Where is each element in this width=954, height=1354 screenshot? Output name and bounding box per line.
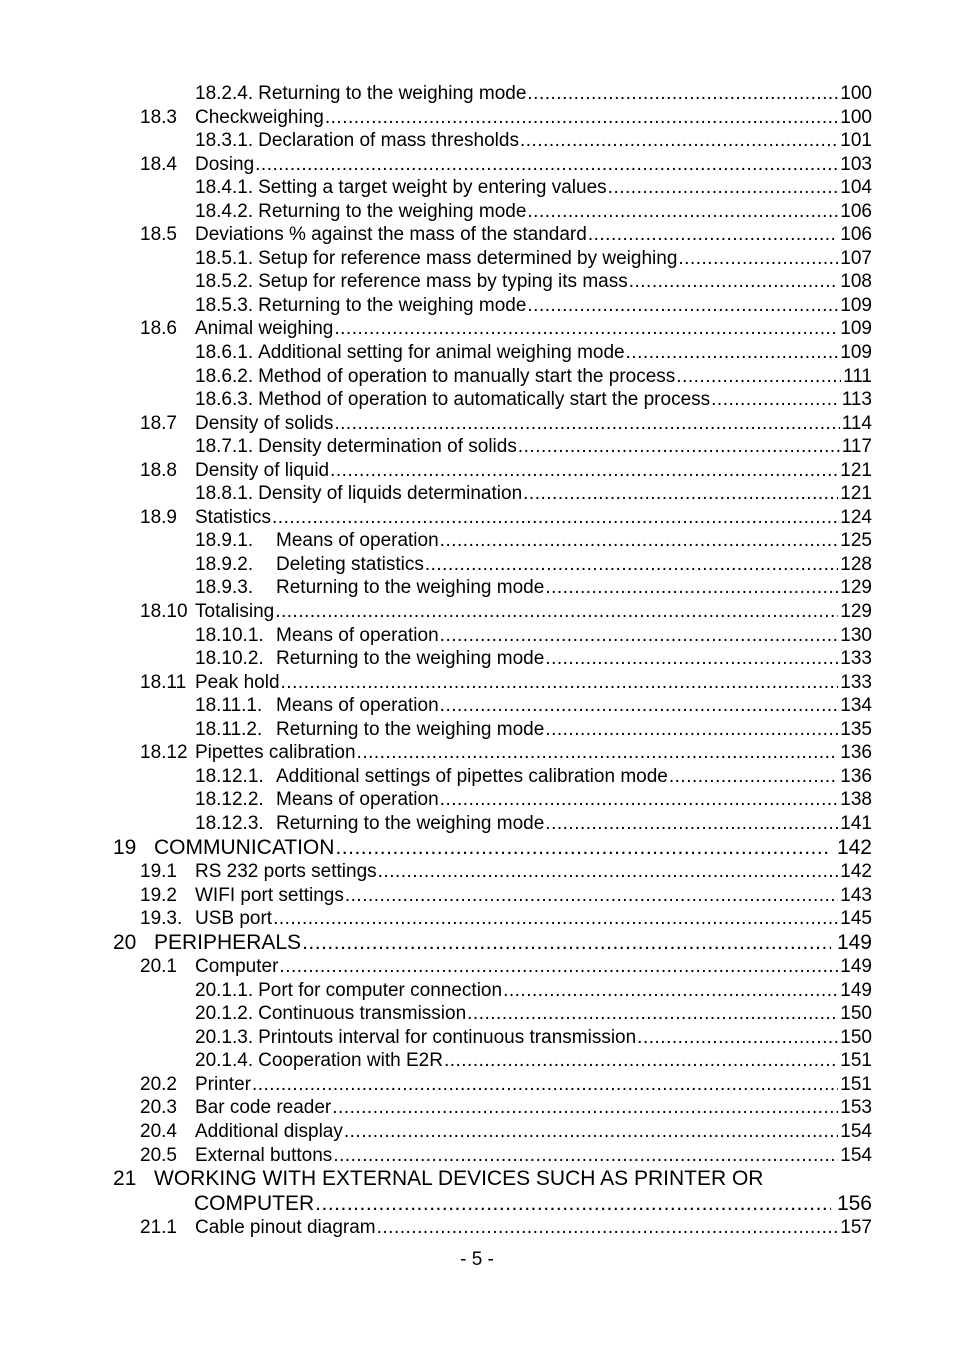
dot-leader — [440, 624, 839, 648]
dot-leader — [503, 979, 838, 1003]
table-of-contents — [0, 82, 954, 1240]
toc-entry-title: Animal weighing — [195, 318, 334, 340]
toc-entry-page: 151 — [840, 1050, 872, 1072]
toc-entry-number: 18.12.1. — [195, 765, 264, 787]
toc-entry-title: Peak hold — [195, 671, 280, 693]
toc-entry-title: Additional setting for animal weighing mode — [258, 342, 625, 364]
toc-entry-title: Totalising — [195, 601, 275, 623]
toc-entry[interactable] — [0, 576, 872, 600]
toc-entry-number: 18.12.2. — [195, 789, 264, 811]
toc-entry-number: 18.12 — [140, 742, 188, 764]
toc-entry[interactable] — [0, 788, 872, 812]
toc-entry-page: 145 — [840, 908, 872, 930]
toc-entry-title: Returning to the weighing mode — [258, 294, 527, 316]
toc-entry[interactable] — [0, 1120, 872, 1144]
toc-entry-title: Bar code reader — [195, 1097, 332, 1119]
dot-leader — [273, 907, 838, 931]
toc-entry-title: USB port — [195, 908, 273, 930]
toc-entry-title: Pipettes calibration — [195, 742, 356, 764]
toc-entry[interactable] — [0, 741, 872, 765]
toc-entry-number: 18.9.2. — [195, 553, 254, 575]
toc-entry-page: 141 — [840, 812, 872, 834]
toc-entry[interactable] — [0, 294, 872, 318]
toc-entry-number: 18.4 — [140, 153, 177, 175]
toc-entry-number: 18.10 — [140, 601, 188, 623]
toc-entry[interactable] — [0, 694, 872, 718]
toc-entry-number: 18.10.1. — [195, 624, 264, 646]
dot-leader — [440, 788, 839, 812]
dot-leader — [523, 482, 838, 506]
dot-leader — [377, 1216, 839, 1240]
dot-leader — [330, 459, 838, 483]
toc-entry-number: 18.8.1. — [195, 483, 254, 505]
toc-entry-page: 109 — [840, 318, 872, 340]
dot-leader — [357, 741, 839, 765]
dot-leader — [333, 1144, 838, 1168]
toc-entry-page: 133 — [840, 648, 872, 670]
toc-entry-page: 128 — [840, 553, 872, 575]
dot-leader — [518, 435, 840, 459]
toc-entry-title: Additional display — [195, 1120, 343, 1142]
toc-entry-page: 157 — [840, 1217, 872, 1239]
toc-entry[interactable] — [0, 931, 872, 956]
dot-leader — [527, 200, 838, 224]
dot-leader — [332, 1096, 838, 1120]
toc-entry[interactable] — [0, 884, 872, 908]
toc-entry[interactable] — [0, 624, 872, 648]
toc-entry-page: 124 — [840, 506, 872, 528]
toc-entry-number: 18.10.2. — [195, 648, 264, 670]
toc-entry[interactable] — [0, 1096, 872, 1120]
toc-entry-page: 100 — [840, 106, 872, 128]
dot-leader — [676, 365, 841, 389]
toc-entry-number: 18.5 — [140, 224, 177, 246]
toc-entry-page: 153 — [840, 1097, 872, 1119]
toc-entry[interactable] — [0, 435, 872, 459]
toc-entry-title: Returning to the weighing mode — [276, 577, 545, 599]
toc-entry[interactable] — [0, 1216, 872, 1240]
toc-entry-number: 18.7.1. — [195, 436, 254, 458]
toc-entry-page: 135 — [840, 718, 872, 740]
toc-entry[interactable] — [0, 82, 872, 106]
toc-entry-title: Returning to the weighing mode — [276, 648, 545, 670]
toc-entry-title: Setup for reference mass by typing its mass — [258, 271, 628, 293]
toc-entry-page: 151 — [840, 1073, 872, 1095]
toc-entry[interactable] — [0, 979, 872, 1003]
toc-entry-title: Printouts interval for continuous transmission — [258, 1026, 637, 1048]
dot-leader — [527, 294, 838, 318]
dot-leader — [545, 576, 838, 600]
toc-entry-number: 20.1.4. — [195, 1050, 254, 1072]
toc-entry-number: 18.6 — [140, 318, 177, 340]
toc-entry-title: Printer — [195, 1073, 251, 1095]
toc-entry-title: Deleting statistics — [276, 553, 424, 575]
toc-entry[interactable] — [0, 1073, 872, 1097]
dot-leader — [315, 1192, 831, 1217]
toc-entry-number: 19.3. — [140, 908, 183, 930]
toc-entry-number: 18.12.3. — [195, 812, 264, 834]
dot-leader — [678, 247, 838, 271]
toc-entry[interactable] — [0, 647, 872, 671]
toc-entry-page: 136 — [840, 742, 872, 764]
toc-entry-page: 130 — [840, 624, 872, 646]
toc-entry-page: 104 — [840, 177, 872, 199]
toc-entry-page: 114 — [841, 412, 872, 434]
dot-leader — [334, 317, 838, 341]
dot-leader — [629, 270, 839, 294]
toc-entry-page: 113 — [841, 389, 872, 411]
toc-entry[interactable] — [0, 1192, 872, 1217]
toc-entry-title: WIFI port settings — [195, 884, 344, 906]
toc-entry-number: 18.5.3. — [195, 294, 254, 316]
toc-entry-page: 106 — [840, 200, 872, 222]
toc-entry-title: Computer — [195, 956, 279, 978]
toc-entry-number: 19 — [113, 835, 137, 859]
toc-entry-page: 103 — [840, 153, 872, 175]
toc-entry-title: Deviations % against the mass of the standard — [195, 224, 587, 246]
toc-entry-page: 121 — [840, 483, 872, 505]
toc-entry-page: 150 — [840, 1026, 872, 1048]
toc-entry-title: Method of operation to manually start the process — [258, 365, 676, 387]
dot-leader — [626, 341, 839, 365]
toc-entry-page: 143 — [840, 884, 872, 906]
dot-leader — [440, 529, 839, 553]
dot-leader — [527, 82, 838, 106]
toc-entry-title: PERIPHERALS — [154, 930, 302, 954]
toc-entry-page: 108 — [840, 271, 872, 293]
toc-entry[interactable] — [0, 812, 872, 836]
toc-entry-number: 21.1 — [140, 1217, 177, 1239]
toc-entry-page: 138 — [840, 789, 872, 811]
dot-leader — [545, 647, 838, 671]
toc-entry-page: 142 — [840, 861, 872, 882]
toc-entry-title: Statistics — [195, 506, 272, 528]
toc-entry-title: Continuous transmission — [258, 1003, 467, 1025]
toc-entry[interactable] — [0, 317, 872, 341]
toc-entry-title: Dosing — [195, 153, 255, 175]
toc-entry-page: 156 — [836, 1191, 872, 1215]
toc-entry-number: 18.6.3. — [195, 389, 254, 411]
dot-leader — [272, 506, 838, 530]
toc-entry-page: 150 — [840, 1003, 872, 1025]
toc-entry-title: WORKING WITH EXTERNAL DEVICES SUCH AS PRINTER OR — [154, 1167, 764, 1191]
toc-entry-number: 20.1.2. — [195, 1003, 254, 1025]
toc-entry[interactable] — [0, 365, 872, 389]
dot-leader — [325, 106, 838, 130]
toc-entry-number: 18.6.1. — [195, 342, 254, 364]
toc-entry-number: 20.1.3. — [195, 1026, 254, 1048]
toc-entry-title: Density of liquid — [195, 459, 330, 481]
dot-leader — [425, 553, 838, 577]
toc-entry[interactable] — [0, 506, 872, 530]
toc-entry-title: COMMUNICATION — [154, 835, 335, 859]
dot-leader — [608, 176, 839, 200]
toc-entry[interactable] — [0, 671, 872, 695]
toc-entry-number: 18.2.4. — [195, 83, 254, 104]
toc-entry-number: 18.6.2. — [195, 365, 254, 387]
toc-entry-number: 20.4 — [140, 1120, 177, 1142]
toc-entry-page: 142 — [836, 835, 872, 859]
toc-entry[interactable] — [0, 718, 872, 742]
toc-entry-page: 149 — [836, 930, 872, 954]
toc-entry[interactable] — [0, 482, 872, 506]
dot-leader — [545, 812, 838, 836]
toc-entry-title: Additional settings of pipettes calibration mode — [276, 765, 668, 787]
toc-entry-number: 19.1 — [140, 861, 177, 882]
toc-entry-title: Means of operation — [276, 789, 439, 811]
toc-entry[interactable] — [0, 129, 872, 153]
toc-entry-number: 18.7 — [140, 412, 177, 434]
toc-entry-number: 18.4.1. — [195, 177, 254, 199]
toc-entry-title: Density of solids — [195, 412, 334, 434]
toc-entry-number: 20.1.1. — [195, 979, 254, 1001]
toc-entry-page: 106 — [840, 224, 872, 246]
toc-entry-title: Means of operation — [276, 530, 439, 552]
toc-entry-number: 20 — [113, 930, 137, 954]
toc-entry-number: 21 — [113, 1167, 137, 1191]
toc-entry-title: Returning to the weighing mode — [258, 83, 527, 104]
toc-entry[interactable] — [0, 955, 872, 979]
toc-entry-number: 20.3 — [140, 1097, 177, 1119]
toc-entry-page: 149 — [840, 956, 872, 978]
toc-entry-title: Returning to the weighing mode — [276, 718, 545, 740]
toc-entry[interactable] — [0, 529, 872, 553]
toc-entry-number: 18.5.1. — [195, 247, 254, 269]
toc-entry-title: External buttons — [195, 1144, 333, 1166]
toc-entry-page: 101 — [840, 130, 872, 152]
toc-entry-page: 133 — [840, 671, 872, 693]
toc-entry[interactable] — [0, 153, 872, 177]
toc-entry-number: 18.11 — [140, 671, 187, 693]
toc-entry-title: Port for computer connection — [258, 979, 503, 1001]
dot-leader — [711, 388, 840, 412]
toc-entry-title: Means of operation — [276, 624, 439, 646]
toc-entry[interactable] — [0, 270, 872, 294]
toc-entry[interactable] — [0, 907, 872, 931]
toc-entry-page: 129 — [840, 577, 872, 599]
toc-entry-title: Means of operation — [276, 695, 439, 717]
toc-entry-number: 18.8 — [140, 459, 177, 481]
toc-entry-title: Declaration of mass thresholds — [258, 130, 519, 152]
dot-leader — [545, 718, 838, 742]
toc-entry-title: Returning to the weighing mode — [276, 812, 545, 834]
toc-entry[interactable] — [0, 200, 872, 224]
toc-entry-number: 18.3.1. — [195, 130, 254, 152]
toc-entry-page: 154 — [840, 1120, 872, 1142]
dot-leader — [302, 931, 831, 956]
toc-entry-page: 149 — [840, 979, 872, 1001]
toc-entry[interactable] — [0, 223, 872, 247]
toc-entry[interactable] — [0, 1049, 872, 1073]
dot-leader — [637, 1026, 838, 1050]
toc-entry[interactable] — [0, 836, 872, 861]
dot-leader — [275, 600, 838, 624]
toc-entry-page: 109 — [840, 294, 872, 316]
dot-leader — [334, 412, 839, 436]
dot-leader — [588, 223, 838, 247]
toc-entry-title: Density of liquids determination — [258, 483, 523, 505]
dot-leader — [440, 694, 839, 718]
dot-leader — [281, 671, 839, 695]
toc-entry-title: Method of operation to automatically start the process — [258, 389, 711, 411]
toc-entry-number: 18.9.3. — [195, 577, 254, 599]
toc-entry-number: 19.2 — [140, 884, 177, 906]
toc-entry[interactable] — [0, 412, 872, 436]
toc-entry[interactable] — [0, 765, 872, 789]
toc-entry-page: 129 — [840, 601, 872, 623]
toc-entry-number: 20.1 — [140, 956, 177, 978]
toc-entry[interactable] — [0, 388, 872, 412]
dot-leader — [467, 1002, 838, 1026]
toc-entry-page: 154 — [840, 1144, 872, 1166]
toc-entry-title: RS 232 ports settings — [195, 861, 377, 882]
dot-leader — [378, 860, 839, 884]
dot-leader — [520, 129, 838, 153]
toc-entry-number: 20.5 — [140, 1144, 177, 1166]
toc-entry[interactable] — [0, 1144, 872, 1168]
toc-entry-title: Setting a target weight by entering values — [258, 177, 607, 199]
toc-entry-title: Setup for reference mass determined by weighing — [258, 247, 678, 269]
toc-entry-number: 18.5.2. — [195, 271, 254, 293]
dot-leader — [344, 1120, 838, 1144]
toc-entry[interactable] — [0, 176, 872, 200]
toc-entry-number: 18.9.1. — [195, 530, 254, 552]
toc-entry-title: Cable pinout diagram — [195, 1217, 376, 1239]
toc-entry[interactable] — [0, 106, 872, 130]
dot-leader — [669, 765, 838, 789]
toc-entry-title: COMPUTER — [194, 1191, 315, 1215]
toc-entry[interactable] — [0, 459, 872, 483]
toc-entry[interactable] — [0, 553, 872, 577]
toc-entry-page: 125 — [840, 530, 872, 552]
toc-entry-page: 109 — [840, 342, 872, 364]
toc-entry-title: Density determination of solids — [258, 436, 517, 458]
toc-entry[interactable] — [0, 600, 872, 624]
toc-entry-page: 117 — [841, 436, 872, 458]
toc-entry-title: Returning to the weighing mode — [258, 200, 527, 222]
toc-entry-page: 107 — [840, 247, 872, 269]
dot-leader — [335, 836, 831, 861]
toc-entry-page: 111 — [843, 365, 872, 387]
dot-leader — [252, 1073, 838, 1097]
dot-leader — [444, 1049, 838, 1073]
toc-entry-page: 134 — [840, 695, 872, 717]
toc-entry-page: 136 — [840, 765, 872, 787]
toc-entry[interactable] — [0, 341, 872, 365]
toc-entry-number: 18.11.1. — [195, 695, 263, 717]
toc-entry-title: Cooperation with E2R — [258, 1050, 443, 1072]
toc-entry-number: 18.3 — [140, 106, 177, 128]
toc-entry[interactable] — [0, 1002, 872, 1026]
toc-entry-page: 121 — [840, 459, 872, 481]
toc-entry-number: 18.9 — [140, 506, 177, 528]
dot-leader — [255, 153, 838, 177]
toc-entry-number: 20.2 — [140, 1073, 177, 1095]
toc-entry-page: 100 — [840, 83, 872, 104]
toc-entry[interactable] — [0, 1167, 872, 1192]
toc-entry[interactable] — [0, 860, 872, 884]
toc-entry-number: 18.4.2. — [195, 200, 254, 222]
dot-leader — [279, 955, 838, 979]
toc-entry-title: Checkweighing — [195, 106, 324, 128]
toc-entry[interactable] — [0, 1026, 872, 1050]
toc-entry-number: 18.11.2. — [195, 718, 263, 740]
toc-entry[interactable] — [0, 247, 872, 271]
dot-leader — [345, 884, 838, 908]
page-number: - 5 - — [460, 1249, 494, 1270]
